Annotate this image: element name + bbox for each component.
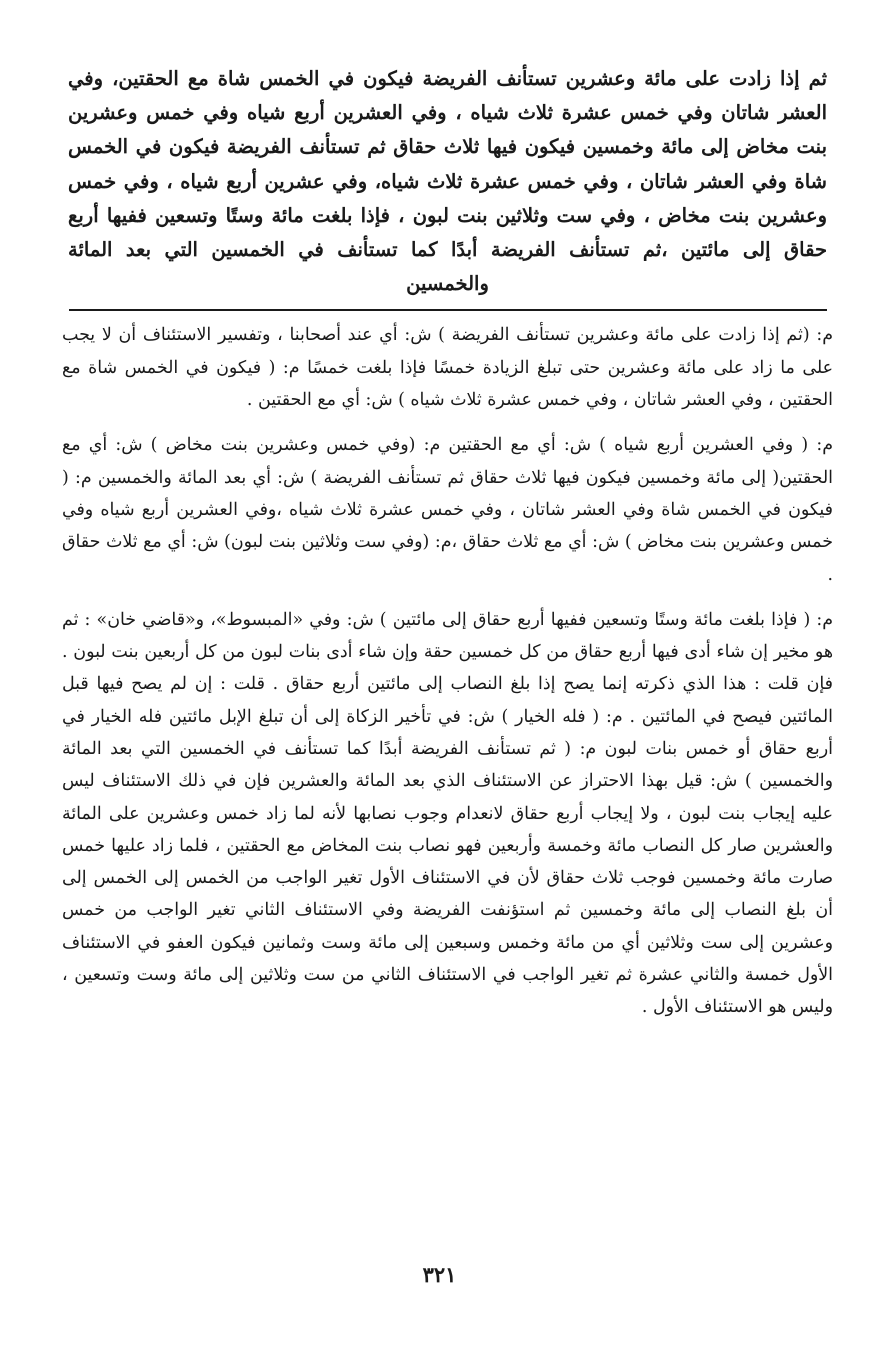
main-text: ثم إذا زادت على مائة وعشرين تستأنف الفريضة فيكون في الخمس شاة مع الحقتين، وفي العشر شاتان وفي خمس عشرة ثلاث شياه ، وفي العشرين أربع شياه وفي خمس وعشرين بنت مخاض إلى مائة وخمسين فيكون فيها ثلاث حقاق ثم تستأنف الفريضة فيكون في الخمس شاة وفي العشر شاتان ، وفي خمس عشرة ثلاث شياه، وفي عشرين أربع شياه ، وفي خمس وعشرين بنت مخاض ، وفي ست وثلاثين بنت لبون ، فإذا بلغت مائة وستًا وتسعين ففيها أربع حقاق إلى مائتين ،ثم تستأنف الفريضة أبدًا كما تستأنف في الخمسين التي بعد المائة والخمسين	[68, 67, 827, 296]
commentary-paragraph: م: ( وفي العشرين أربع شياه ) ش: أي مع الحقتين م: (وفي خمس وعشرين بنت مخاض ) ش: أي مع الحقتين( إلى مائة وخمسين فيكون فيها ثلاث حقاق ثم تستأنف الفريضة ) ش: أي بعد المائة والخمسين م: ( فيكون في الخمس شاة وفي العشر شاتان ، وفي خمس عشرة ثلاث شياه ،وفي العشرين أربع شياه وفي خمس وعشرين بنت مخاض ) ش: أي مع ثلاث حقاق ،م: (وفي ست وثلاثين بنت لبون) ش: أي مع ثلاث حقاق .	[62, 435, 833, 585]
page-number: ٣٢١	[422, 1262, 457, 1287]
commentary-paragraph: م: (ثم إذا زادت على مائة وعشرين تستأنف الفريضة ) ش: أي عند أصحابنا ، وتفسير الاستئناف أن لا يجب على ما زاد على مائة وعشرين حتى تبلغ الزيادة خمسًا فإذا بلغت خمسًا م: ( فيكون في الخمس شاة مع الحقتين ، وفي العشر شاتان ، وفي خمس عشرة ثلاث شياه ) ش: أي مع الحقتين .	[62, 325, 833, 411]
commentary-section	[62, 319, 833, 1023]
separator-rule	[69, 309, 827, 311]
commentary-paragraph: م: ( فإذا بلغت مائة وستًا وتسعين ففيها أربع حقاق إلى مائتين ) ش: وفي «المبسوط»، و«قاضي خان» : ثم هو مخير إن شاء أدى فيها أربع حقاق من كل خمسين حقة وإن شاء أدى بنات لبون من كل أربعين بنت لبون . فإن قلت : هذا الذي ذكرته إنما يصح إذا بلغ النصاب إلى مائتين أربع حقاق . قلت : إن لم يصح فيها قبل المائتين فيصح في المائتين . م: ( فله الخيار ) ش: في تأخير الزكاة إلى أن تبلغ الإبل مائتين فله الخيار في أربع حقاق أو خمس بنات لبون م: ( ثم تستأنف الفريضة أبدًا كما تستأنف في الخمسين التي بعد المائة والخمسين ) ش: قيل بهذا الاحتراز عن الاستئناف الذي بعد المائة والعشرين فإن في ذلك الاستئناف ليس عليه إيجاب بنت لبون ، ولا إيجاب أربع حقاق لانعدام وجوب نصابها لأنه لما زاد خمس وعشرين على المائة والعشرين صار كل النصاب مائة وخمسة وأربعين فهو نصاب بنت المخاض مع الحقتين ، فلما زاد عليها خمس صارت مائة وخمسين فوجب ثلاث حقاق لأن في الاستئناف الأول تغير الواجب من الخمس إلى الخمس إلى أن بلغ النصاب إلى مائة وخمسين ثم استؤنفت الفريضة وفي الاستئناف الثاني تغير الواجب من خمس وعشرين إلى ست وثلاثين أي من مائة وخمس وسبعين إلى مائة وست وثمانين فيكون العفو في الاستئناف الأول خمسة والثاني عشرة ثم تغير الواجب في الاستئناف الثاني من ست وثلاثين إلى مائة وست وتسعين ، وليس هو الاستئناف الأول .	[62, 609, 833, 1018]
book-page	[62, 62, 833, 1371]
